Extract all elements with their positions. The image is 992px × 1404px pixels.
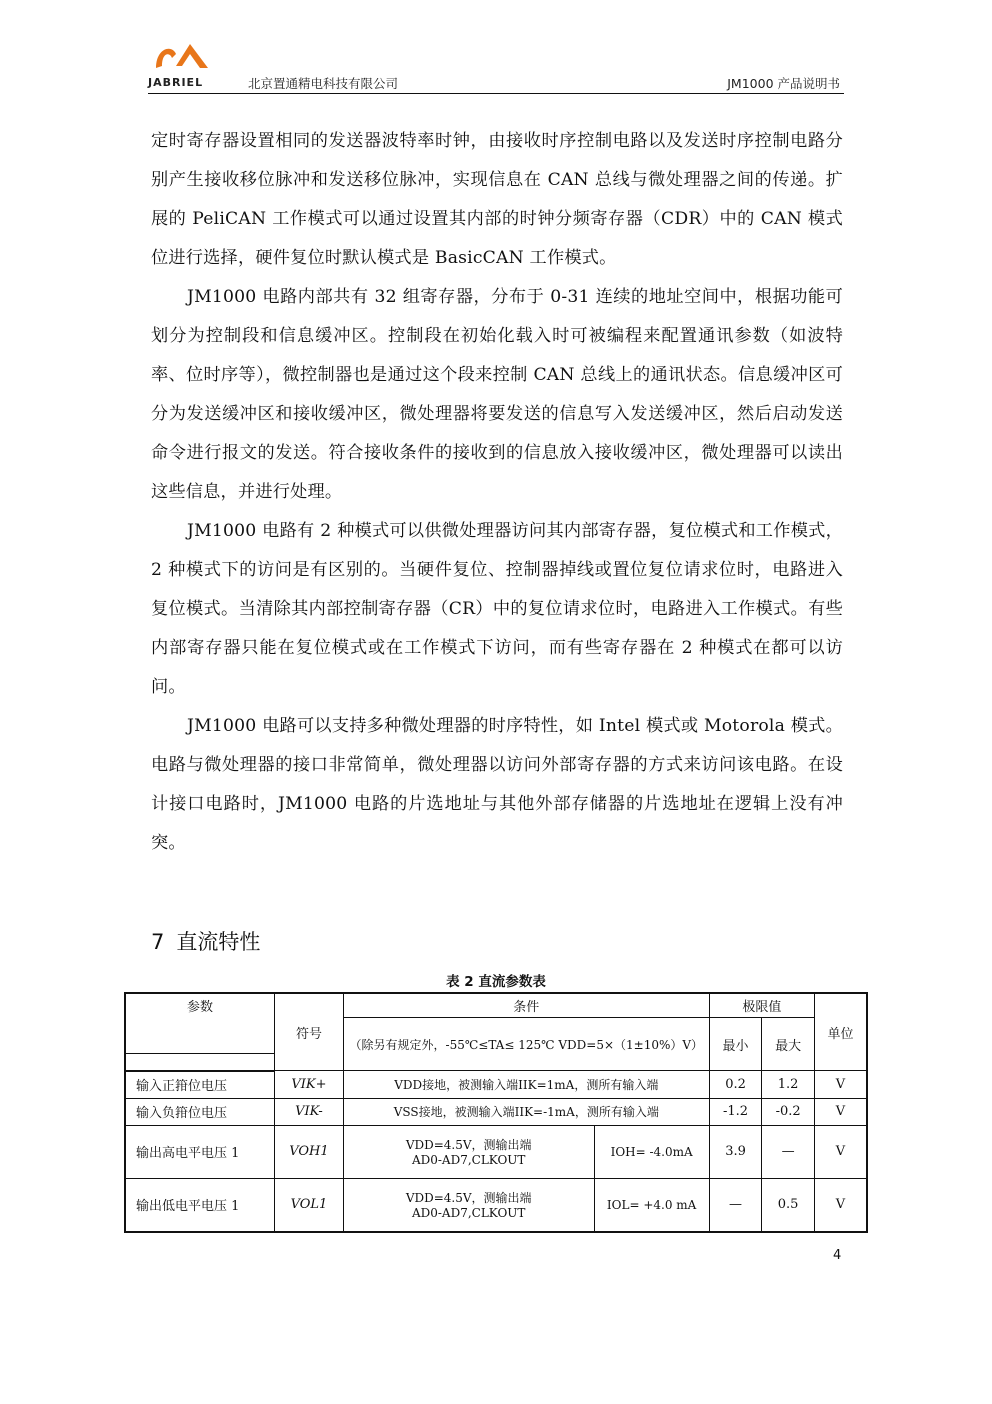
cell-condition-b: IOL= +4.0 mA xyxy=(594,1178,709,1232)
cell-min: 3.9 xyxy=(709,1125,762,1178)
cell-max: 1.2 xyxy=(762,1071,815,1099)
cell-min: 0.2 xyxy=(709,1071,762,1099)
cell-unit: V xyxy=(814,1178,867,1232)
cell-param: 输出低电平电压 1 xyxy=(125,1178,275,1232)
company-name: 北京置通精电科技有限公司 xyxy=(248,76,399,91)
cell-unit: V xyxy=(814,1098,867,1125)
cell-param: 输出高电平电压 1 xyxy=(125,1125,275,1178)
cell-max: -0.2 xyxy=(762,1098,815,1125)
cell-unit: V xyxy=(814,1125,867,1178)
header-max: 最大 xyxy=(762,1018,815,1071)
cell-max: 0.5 xyxy=(762,1178,815,1232)
table-row xyxy=(125,1125,867,1178)
header-symbol: 符号 xyxy=(275,993,344,1071)
header-param: 参数 xyxy=(125,993,275,1053)
document-title: JM1000 产品说明书 xyxy=(727,76,840,91)
header-param-spacer xyxy=(125,1053,275,1071)
page-number: 4 xyxy=(833,1248,842,1263)
paragraph: JM1000 电路有 2 种模式可以供微处理器访问其内部寄存器，复位模式和工作模式，2 种模式下的访问是有区别的。当硬件复位、控制器掉线或置位复位请求位时，电路进入复位模式。当清除其内部控制寄存器（CR）中的复位请求位时，电路进入工作模式。有些内部寄存器只能在复位模式或在工作模式下访问，而有些寄存器在 2 种模式在都可以访问。 xyxy=(151,521,843,697)
paragraph: 定时寄存器设置相同的发送器波特率时钟，由接收时序控制电路以及发送时序控制电路分别产生接收移位脉冲和发送移位脉冲，实现信息在 CAN 总线与微处理器之间的传递。扩展的 PeliCAN 工作模式可以通过设置其内部的时钟分频寄存器（CDR）中的 CAN 模式位进行选择，硬件复位时默认模式是 BasicCAN 工作模式。 xyxy=(151,131,843,268)
cell-condition: VSS接地，被测输入端IIK=-1mA，测所有输入端 xyxy=(343,1098,709,1125)
header-condition-detail: （除另有规定外，-55℃≤TA≤ 125℃ VDD=5×（1±10%）V） xyxy=(343,1018,709,1071)
table-caption: 表 2 直流参数表 xyxy=(446,974,546,990)
cell-min: — xyxy=(709,1178,762,1232)
cell-condition-b: IOH= -4.0mA xyxy=(594,1125,709,1178)
header-divider xyxy=(148,93,844,94)
section-title-text: 直流特性 xyxy=(176,930,261,954)
table-row xyxy=(125,1098,867,1125)
cell-condition-a xyxy=(343,1178,594,1232)
logo-mark-icon xyxy=(150,38,220,78)
paragraph: JM1000 电路可以支持多种微处理器的时序特性，如 Intel 模式或 Motorola 模式。电路与微处理器的接口非常简单，微处理器以访问外部寄存器的方式来访问该电路。在设计接口电路时，JM1000 电路的片选地址与其他外部存储器的片选地址在逻辑上没有冲突。 xyxy=(151,716,843,853)
header-limit: 极限值 xyxy=(709,993,814,1018)
cell-condition-line: AD0-AD7,CLKOUT xyxy=(411,1206,526,1220)
body-text xyxy=(151,122,843,863)
header-min: 最小 xyxy=(709,1018,762,1071)
header-unit: 单位 xyxy=(814,993,867,1071)
cell-min: -1.2 xyxy=(709,1098,762,1125)
cell-condition-line: VDD=4.5V，测输出端 xyxy=(405,1138,532,1152)
table-row xyxy=(125,1178,867,1232)
cell-symbol: VOL1 xyxy=(275,1178,344,1232)
paragraph: JM1000 电路内部共有 32 组寄存器，分布于 0-31 连续的地址空间中，根据功能可划分为控制段和信息缓冲区。控制段在初始化载入时可被编程来配置通讯参数（如波特率、位时序等），微控制器也是通过这个段来控制 CAN 总线上的通讯状态。信息缓冲区可分为发送缓冲区和接收缓冲区，微处理器将要发送的信息写入发送缓冲区，然后启动发送命令进行报文的发送。符合接收条件的接收到的信息放入接收缓冲区，微处理器可以读出这些信息，并进行处理。 xyxy=(151,287,843,502)
section-heading xyxy=(151,926,260,956)
logo-text: JABRIEL xyxy=(148,76,204,89)
section-number: 7 xyxy=(151,930,165,954)
cell-symbol: VIK- xyxy=(275,1098,344,1125)
cell-condition-line: VDD=4.5V，测输出端 xyxy=(405,1191,532,1205)
cell-max: — xyxy=(762,1125,815,1178)
cell-condition-a xyxy=(343,1125,594,1178)
cell-unit: V xyxy=(814,1071,867,1099)
dc-parameter-table xyxy=(124,992,868,1233)
cell-param: 输入负箝位电压 xyxy=(125,1098,275,1125)
company-logo xyxy=(140,38,230,94)
cell-symbol: VIK+ xyxy=(275,1071,344,1099)
header-condition: 条件 xyxy=(343,993,709,1018)
table-row xyxy=(125,1071,867,1099)
cell-symbol: VOH1 xyxy=(275,1125,344,1178)
cell-param: 输入正箝位电压 xyxy=(125,1071,275,1099)
cell-condition-line: AD0-AD7,CLKOUT xyxy=(411,1153,526,1167)
cell-condition: VDD接地，被测输入端IIK=1mA，测所有输入端 xyxy=(343,1071,709,1099)
